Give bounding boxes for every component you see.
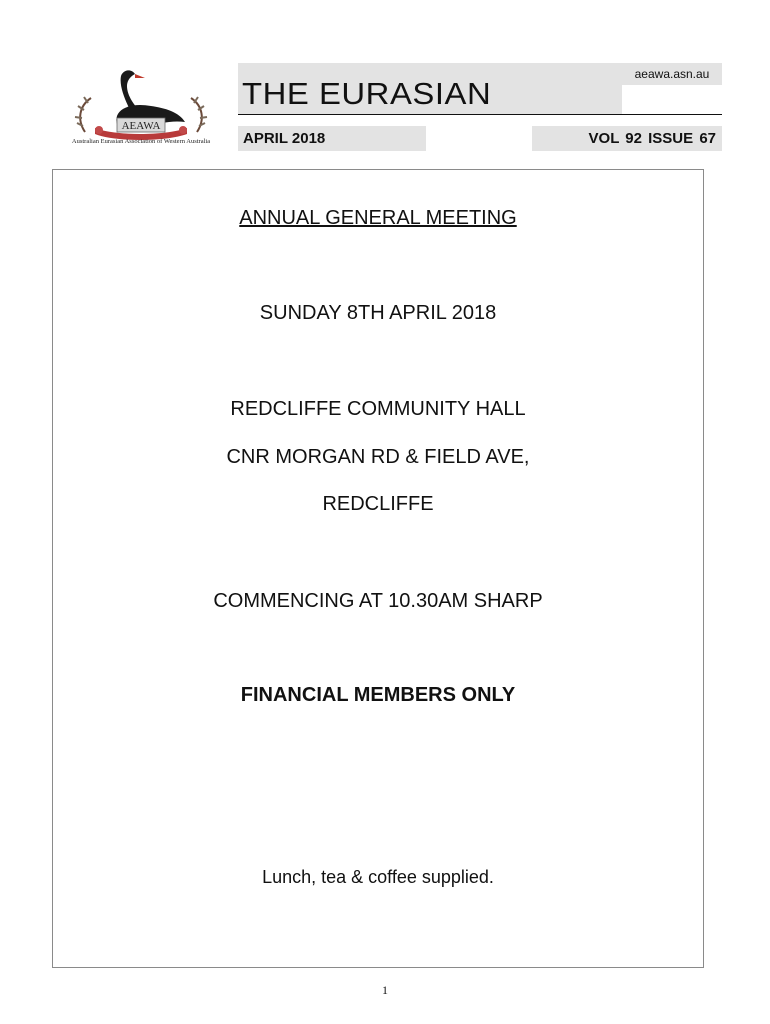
eligibility-note: FINANCIAL MEMBERS ONLY [240, 684, 516, 706]
website-link[interactable]: aeawa.asn.au [622, 63, 722, 85]
notice-frame [52, 169, 704, 968]
masthead-divider [238, 114, 722, 115]
notice-heading: ANNUAL GENERAL MEETING [239, 207, 517, 229]
issue-date: APRIL 2018 [243, 130, 326, 147]
venue-address: CNR MORGAN RD & FIELD AVE, [226, 446, 530, 468]
venue-suburb: REDCLIFFE [322, 493, 434, 515]
association-logo [55, 66, 227, 152]
issue-volume: VOL 92 ISSUE 67 [588, 130, 716, 147]
newsletter-title: THE EURASIAN [242, 76, 492, 111]
meeting-time: COMMENCING AT 10.30AM SHARP [213, 590, 543, 612]
organisation-caption: Australian Eurasian Association of Western Australia [71, 138, 211, 145]
meeting-date: SUNDAY 8TH APRIL 2018 [259, 302, 497, 324]
catering-note: Lunch, tea & coffee supplied. [262, 867, 494, 887]
venue-name: REDCLIFFE COMMUNITY HALL [230, 398, 526, 420]
logo-banner-text: AEAWA [121, 120, 161, 132]
page-number: 1 [382, 983, 388, 997]
